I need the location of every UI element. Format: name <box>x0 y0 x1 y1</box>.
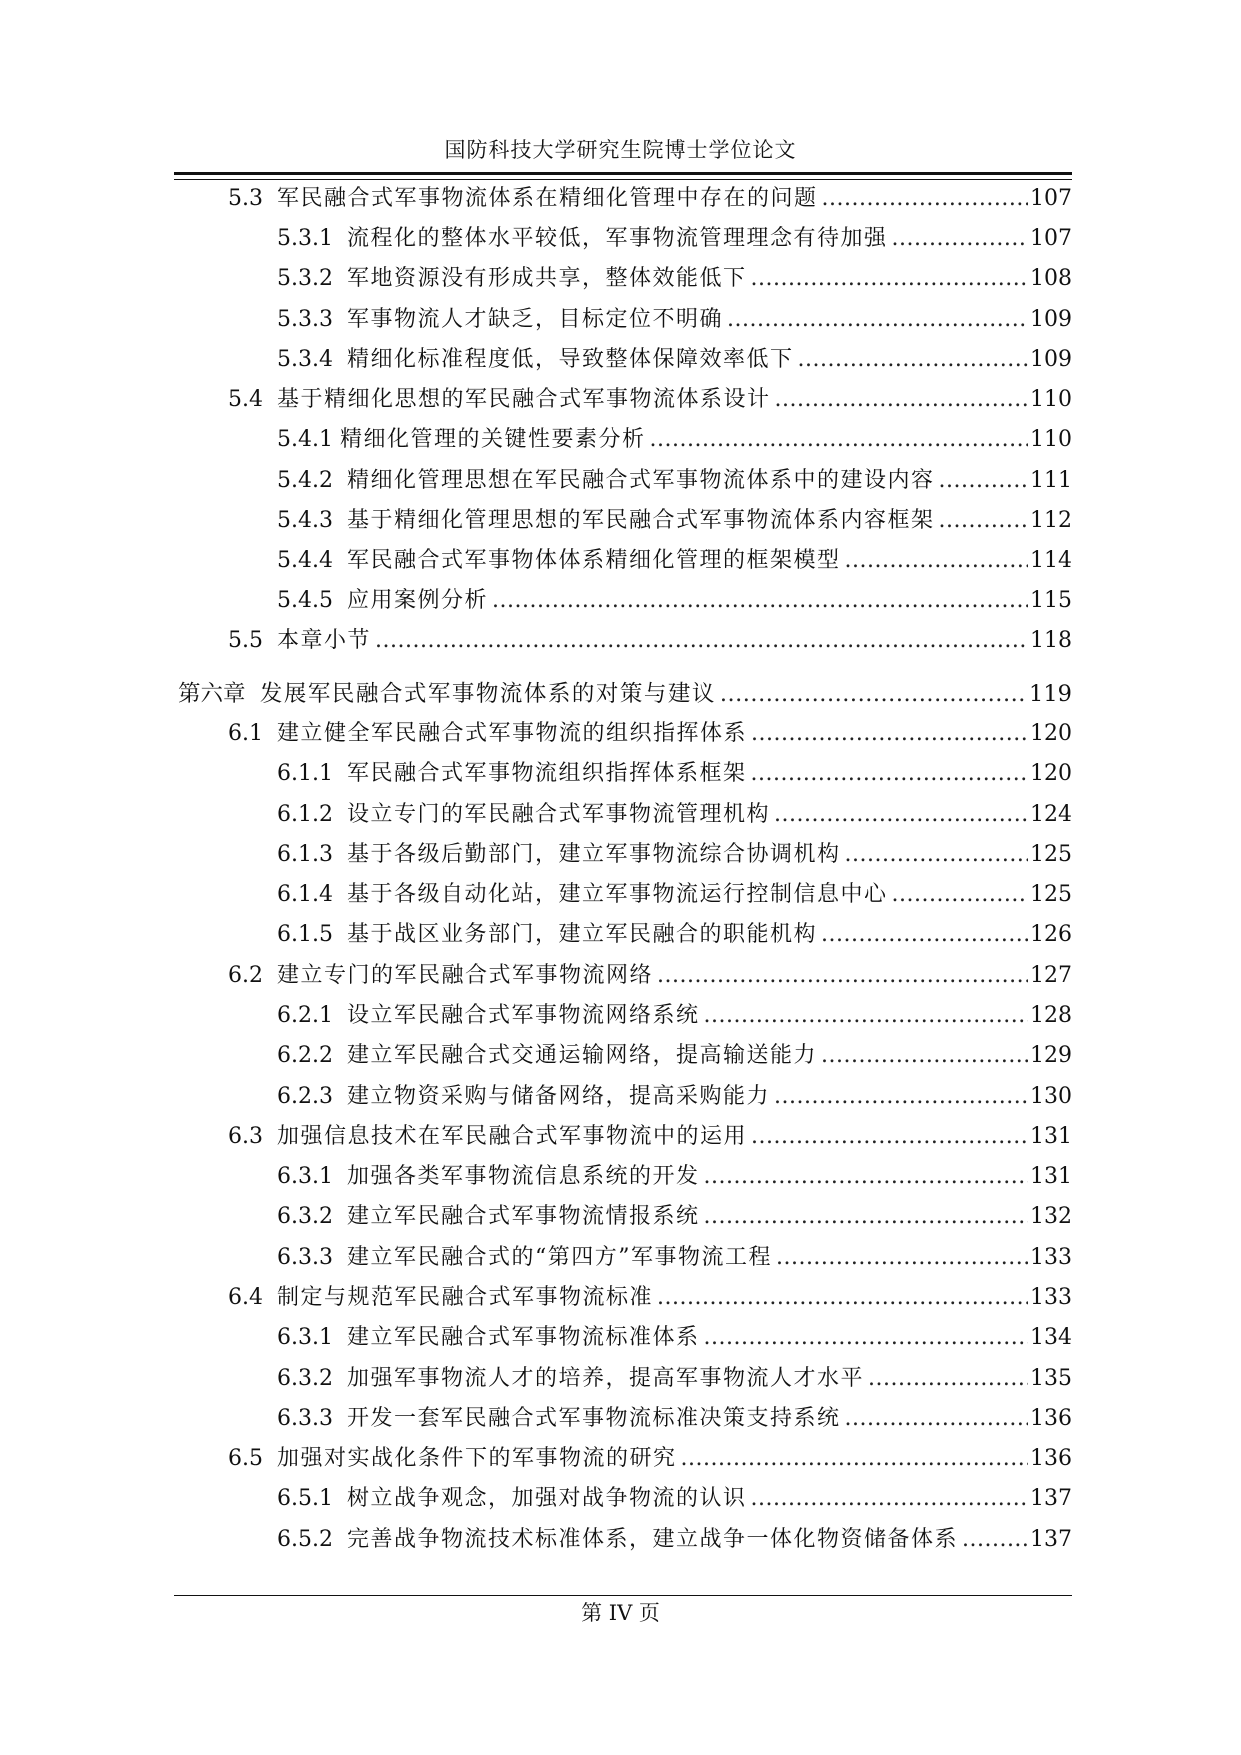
toc-entry-page: 110 <box>1030 427 1072 452</box>
toc-entry[interactable] <box>228 961 1072 991</box>
toc-entry-title: 建立军民融合式军事物流标准体系 <box>346 1325 700 1350</box>
toc-entry[interactable] <box>228 1122 1072 1152</box>
toc-entry-page: 131 <box>1030 1164 1072 1189</box>
toc-entry[interactable] <box>277 1484 1072 1514</box>
toc-dot-leader <box>650 425 1029 455</box>
toc-dot-leader <box>775 385 1029 415</box>
toc-dot-leader <box>375 626 1028 656</box>
toc-dot-leader <box>844 546 1028 576</box>
toc-entry-title: 基于精细化思想的军民融合式军事物流体系设计 <box>276 387 771 412</box>
toc-entry[interactable] <box>228 1444 1072 1474</box>
toc-entry-number: 6.1.1 <box>277 761 347 786</box>
toc-entry-number: 6.4 <box>228 1285 277 1310</box>
toc-entry-title: 精细化管理的关键性要素分析 <box>339 427 646 452</box>
toc-dot-leader <box>703 1323 1028 1353</box>
toc-entry-title: 军民融合式军事物体体系精细化管理的框架模型 <box>346 548 841 573</box>
toc-entry[interactable] <box>277 1041 1072 1071</box>
toc-dot-leader <box>750 264 1028 294</box>
toc-entry-title: 军民融合式军事物流组织指挥体系框架 <box>346 761 747 786</box>
toc-entry-number: 6.1.3 <box>277 842 347 867</box>
toc-entry-page: 126 <box>1030 922 1072 947</box>
toc-dot-leader <box>891 224 1028 254</box>
toc-entry-page: 137 <box>1030 1527 1072 1552</box>
toc-dot-leader <box>868 1364 1028 1394</box>
toc-dot-leader <box>891 880 1028 910</box>
toc-entry-number: 6.1 <box>228 721 277 746</box>
toc-entry-number: 5.4.5 <box>277 588 347 613</box>
toc-entry[interactable] <box>277 800 1072 830</box>
toc-dot-leader <box>797 345 1028 375</box>
header-rule-thin <box>174 179 1072 180</box>
toc-entry[interactable] <box>277 1082 1072 1112</box>
toc-entry-page: 136 <box>1030 1446 1072 1471</box>
toc-entry-title: 建立军民融合式军事物流情报系统 <box>346 1204 700 1229</box>
toc-entry-number: 5.4.3 <box>277 508 347 533</box>
toc-entry-number: 5.3.3 <box>277 307 347 332</box>
toc-entry-title: 加强信息技术在军民融合式军事物流中的运用 <box>276 1124 747 1149</box>
toc-entry-title: 发展军民融合式军事物流体系的对策与建议 <box>259 681 716 707</box>
toc-dot-leader <box>776 1243 1028 1273</box>
toc-entry-page: 129 <box>1030 1043 1072 1068</box>
toc-entry-title: 应用案例分析 <box>346 588 488 613</box>
toc-entry-page: 120 <box>1030 761 1072 786</box>
toc-entry-page: 115 <box>1030 588 1072 613</box>
toc-entry-page: 109 <box>1030 347 1072 372</box>
toc-dot-leader <box>751 719 1028 749</box>
toc-dot-leader <box>821 1041 1028 1071</box>
toc-entry[interactable] <box>277 759 1072 789</box>
toc-entry-page: 135 <box>1030 1366 1072 1391</box>
toc-entry-number: 6.3.1 <box>277 1325 347 1350</box>
toc-entry-number: 6.1.4 <box>277 882 347 907</box>
toc-entry-number: 6.3.1 <box>277 1164 347 1189</box>
toc-entry-number: 6.2.2 <box>277 1043 347 1068</box>
toc-entry-page: 125 <box>1030 882 1072 907</box>
toc-entry[interactable] <box>277 466 1072 496</box>
toc-entry[interactable] <box>277 920 1072 950</box>
toc-dot-leader <box>751 1122 1028 1152</box>
toc-entry-page: 130 <box>1030 1084 1072 1109</box>
toc-entry-title: 基于各级后勤部门，建立军事物流综合协调机构 <box>346 842 841 867</box>
toc-entry-page: 108 <box>1030 266 1072 291</box>
toc-dot-leader <box>727 305 1028 335</box>
toc-entry-title: 开发一套军民融合式军事物流标准决策支持系统 <box>346 1406 841 1431</box>
toc-entry-title: 军地资源没有形成共享，整体效能低下 <box>346 266 747 291</box>
toc-dot-leader <box>703 1162 1028 1192</box>
toc-entry-page: 112 <box>1030 508 1072 533</box>
toc-entry-title: 精细化管理思想在军民融合式军事物流体系中的建设内容 <box>346 468 935 493</box>
toc-entry-number: 6.3.3 <box>277 1406 347 1431</box>
toc-entry-title: 加强军事物流人才的培养，提高军事物流人才水平 <box>346 1366 864 1391</box>
toc-entry-title: 军事物流人才缺乏，目标定位不明确 <box>346 307 723 332</box>
header-title: 国防科技大学研究生院博士学位论文 <box>444 138 797 162</box>
toc-entry-title: 军民融合式军事物流体系在精细化管理中存在的问题 <box>276 186 818 211</box>
toc-entry-number: 5.3 <box>228 186 277 211</box>
toc-entry-number: 6.3.3 <box>277 1245 347 1270</box>
toc-entry-number: 6.5.2 <box>277 1527 347 1552</box>
toc-entry[interactable] <box>277 1162 1072 1192</box>
toc-entry-page: 119 <box>1029 681 1072 707</box>
toc-entry-page: 131 <box>1030 1124 1072 1149</box>
toc-dot-leader <box>774 1082 1028 1112</box>
toc-entry-number: 6.1.2 <box>277 802 347 827</box>
toc-entry-title: 建立物资采购与储备网络，提高采购能力 <box>346 1084 770 1109</box>
toc-entry-page: 120 <box>1030 721 1072 746</box>
toc-entry-title: 精细化标准程度低，导致整体保障效率低下 <box>346 347 794 372</box>
toc-entry-page: 111 <box>1030 468 1072 493</box>
toc-entry-number: 6.2 <box>228 963 277 988</box>
toc-entry[interactable] <box>228 385 1072 415</box>
toc-entry-title: 设立军民融合式军事物流网络系统 <box>346 1003 700 1028</box>
toc-entry[interactable] <box>277 345 1072 375</box>
toc-entry[interactable] <box>277 1323 1072 1353</box>
toc-entry-title: 加强各类军事物流信息系统的开发 <box>346 1164 700 1189</box>
toc-dot-leader <box>938 466 1028 496</box>
toc-entry[interactable] <box>277 506 1072 536</box>
toc-entry-page: 132 <box>1030 1204 1072 1229</box>
toc-entry-number: 5.3.1 <box>277 226 347 251</box>
toc-entry-page: 136 <box>1030 1406 1072 1431</box>
toc-dot-leader <box>657 961 1028 991</box>
toc-entry-number: 6.5 <box>228 1446 277 1471</box>
toc-entry-title: 制定与规范军民融合式军事物流标准 <box>276 1285 653 1310</box>
toc-entry-page: 137 <box>1030 1486 1072 1511</box>
toc-dot-leader <box>750 1484 1028 1514</box>
toc-dot-leader <box>681 1444 1029 1474</box>
toc-entry-page: 110 <box>1030 387 1072 412</box>
toc-entry-page: 134 <box>1030 1325 1072 1350</box>
toc-entry-title: 本章小节 <box>276 628 371 653</box>
toc-entry-title: 完善战争物流技术标准体系，建立战争一体化物资储备体系 <box>346 1527 958 1552</box>
toc-entry-title: 基于精细化管理思想的军民融合式军事物流体系内容框架 <box>346 508 935 533</box>
toc-entry[interactable] <box>228 719 1072 749</box>
toc-entry-title: 设立专门的军民融合式军事物流管理机构 <box>346 802 770 827</box>
toc-entry[interactable] <box>277 1404 1072 1434</box>
toc-entry-number: 5.3.4 <box>277 347 347 372</box>
toc-entry[interactable] <box>277 1243 1072 1273</box>
toc-entry-page: 133 <box>1030 1245 1072 1270</box>
toc-entry[interactable] <box>277 224 1072 254</box>
toc-entry[interactable] <box>277 586 1072 616</box>
toc-entry-page: 133 <box>1030 1285 1072 1310</box>
toc-entry-number: 6.2.3 <box>277 1084 347 1109</box>
toc-entry[interactable] <box>277 1364 1072 1394</box>
toc-dot-leader <box>750 759 1028 789</box>
toc-entry-number: 5.4 <box>228 387 277 412</box>
toc-dot-leader <box>821 920 1028 950</box>
toc-entry[interactable] <box>277 880 1072 910</box>
toc-entry-page: 109 <box>1030 307 1072 332</box>
page-number: 第 IV 页 <box>581 1601 660 1625</box>
toc-entry-page: 127 <box>1030 963 1072 988</box>
toc-entry-number: 5.3.2 <box>277 266 347 291</box>
toc-entry-page: 118 <box>1030 628 1072 653</box>
toc-entry-page: 114 <box>1030 548 1072 573</box>
toc-entry-title: 建立专门的军民融合式军事物流网络 <box>276 963 653 988</box>
toc-entry-title: 树立战争观念，加强对战争物流的认识 <box>346 1486 747 1511</box>
toc-entry-title: 流程化的整体水平较低，军事物流管理理念有待加强 <box>346 226 888 251</box>
toc-entry[interactable] <box>277 1001 1072 1031</box>
toc-entry[interactable] <box>277 264 1072 294</box>
toc-entry-number: 6.5.1 <box>277 1486 347 1511</box>
toc-dot-leader <box>703 1202 1028 1232</box>
toc-entry-page: 128 <box>1030 1003 1072 1028</box>
toc-entry-title: 建立健全军民融合式军事物流的组织指挥体系 <box>276 721 747 746</box>
toc-entry[interactable] <box>228 1283 1072 1313</box>
toc-dot-leader <box>720 679 1027 709</box>
toc-dot-leader <box>492 586 1028 616</box>
toc-dot-leader <box>657 1283 1028 1313</box>
toc-entry-number: 5.4.1 <box>277 427 340 452</box>
toc-entry-number: 5.5 <box>228 628 277 653</box>
toc-entry-page: 107 <box>1030 226 1072 251</box>
toc-entry-number: 6.1.5 <box>277 922 347 947</box>
toc-dot-leader <box>774 800 1028 830</box>
toc-entry[interactable] <box>277 1202 1072 1232</box>
toc-entry-number: 第六章 <box>178 681 260 707</box>
toc-dot-leader <box>703 1001 1028 1031</box>
toc-entry[interactable] <box>228 626 1072 656</box>
toc-entry-number: 5.4.2 <box>277 468 347 493</box>
footer-rule <box>174 1595 1072 1596</box>
toc-entry-number: 6.3.2 <box>277 1366 347 1391</box>
toc-dot-leader <box>938 506 1028 536</box>
toc-dot-leader <box>844 840 1028 870</box>
toc-entry[interactable] <box>178 679 1072 709</box>
toc-dot-leader <box>822 184 1029 214</box>
toc-entry-page: 107 <box>1030 186 1072 211</box>
toc-entry[interactable] <box>228 184 1072 214</box>
toc-entry-number: 6.3.2 <box>277 1204 347 1229</box>
toc-entry-number: 6.3 <box>228 1124 277 1149</box>
toc-entry[interactable] <box>277 546 1072 576</box>
toc-entry-title: 基于战区业务部门，建立军民融合的职能机构 <box>346 922 817 947</box>
toc-entry-title: 加强对实战化条件下的军事物流的研究 <box>276 1446 677 1471</box>
toc-entry-page: 124 <box>1030 802 1072 827</box>
toc-entry[interactable] <box>277 425 1072 455</box>
toc-entry-number: 6.2.1 <box>277 1003 347 1028</box>
toc-entry-title: 建立军民融合式交通运输网络，提高输送能力 <box>346 1043 817 1068</box>
toc-entry-number: 5.4.4 <box>277 548 347 573</box>
header-rule-thick <box>174 172 1072 175</box>
toc-dot-leader <box>962 1525 1028 1555</box>
toc-entry[interactable] <box>277 1525 1072 1555</box>
toc-dot-leader <box>844 1404 1028 1434</box>
toc-entry-title: 建立军民融合式的“第四方”军事物流工程 <box>346 1245 772 1270</box>
toc-entry[interactable] <box>277 305 1072 335</box>
toc-entry-page: 125 <box>1030 842 1072 867</box>
toc-entry-title: 基于各级自动化站，建立军事物流运行控制信息中心 <box>346 882 888 907</box>
toc-entry[interactable] <box>277 840 1072 870</box>
